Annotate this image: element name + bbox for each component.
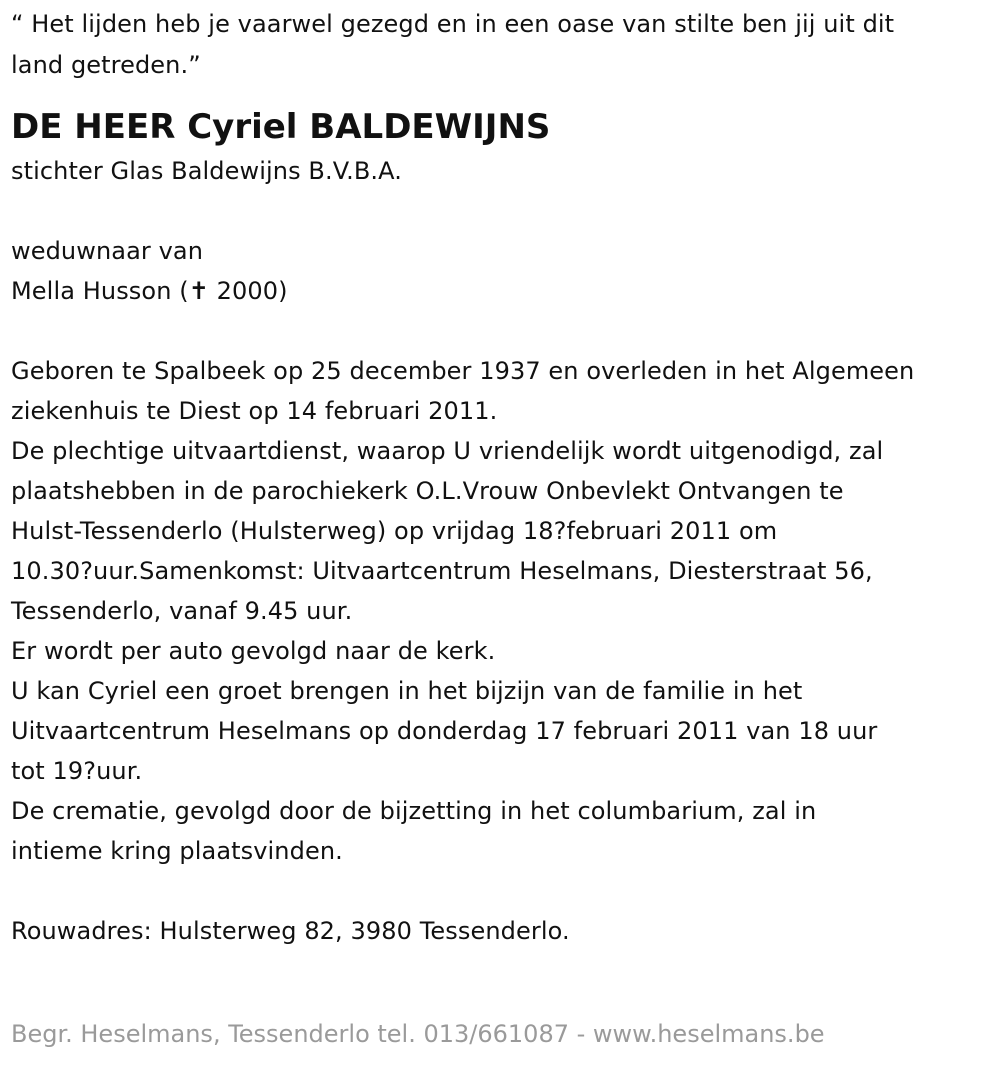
opening-quote [11, 4, 996, 86]
announcement-line: U kan Cyriel een groet brengen in het bijzijn van de familie in het [11, 677, 803, 705]
deceased-name: DE HEER Cyriel BALDEWIJNS [11, 107, 551, 147]
mourning-address: Rouwadres: Hulsterweg 82, 3980 Tessenderlo. [11, 917, 570, 945]
announcement-line: Tessenderlo, vanaf 9.45 uur. [11, 597, 353, 625]
spouse-relation: weduwnaar van [11, 237, 204, 265]
quote-line: land getreden.” [11, 51, 201, 79]
announcement-line: Er wordt per auto gevolgd naar de kerk. [11, 637, 496, 665]
announcement-line: De crematie, gevolgd door de bijzetting in het columbarium, zal in [11, 797, 817, 825]
announcement-line: ziekenhuis te Diest op 14 februari 2011. [11, 397, 498, 425]
quote-line: “ Het lijden heb je vaarwel gezegd en in een oase van stilte ben jij uit dit [11, 10, 895, 38]
announcement-line: Uitvaartcentrum Heselmans op donderdag 17 februari 2011 van 18 uur [11, 717, 878, 745]
funeral-home-footer: Begr. Heselmans, Tessenderlo tel. 013/661087 - www.heselmans.be [11, 1020, 825, 1048]
announcement-line: 10.30?uur.Samenkomst: Uitvaartcentrum Heselmans, Diesterstraat 56, [11, 557, 873, 585]
obituary [11, 4, 996, 951]
announcement-text [11, 351, 996, 871]
announcement-line: intieme kring plaatsvinden. [11, 837, 343, 865]
spouse-name: Mella Husson (✝ 2000) [11, 277, 288, 305]
announcement-line: plaatshebben in de parochiekerk O.L.Vrouw Onbevlekt Ontvangen te [11, 477, 844, 505]
deceased-subtitle: stichter Glas Baldewijns B.V.B.A. [11, 157, 402, 185]
announcement-line: tot 19?uur. [11, 757, 143, 785]
announcement-line: Geboren te Spalbeek op 25 december 1937 en overleden in het Algemeen [11, 357, 915, 385]
announcement-line: Hulst-Tessenderlo (Hulsterweg) op vrijdag 18?februari 2011 om [11, 517, 778, 545]
announcement-line: De plechtige uitvaartdienst, waarop U vriendelijk wordt uitgenodigd, zal [11, 437, 884, 465]
